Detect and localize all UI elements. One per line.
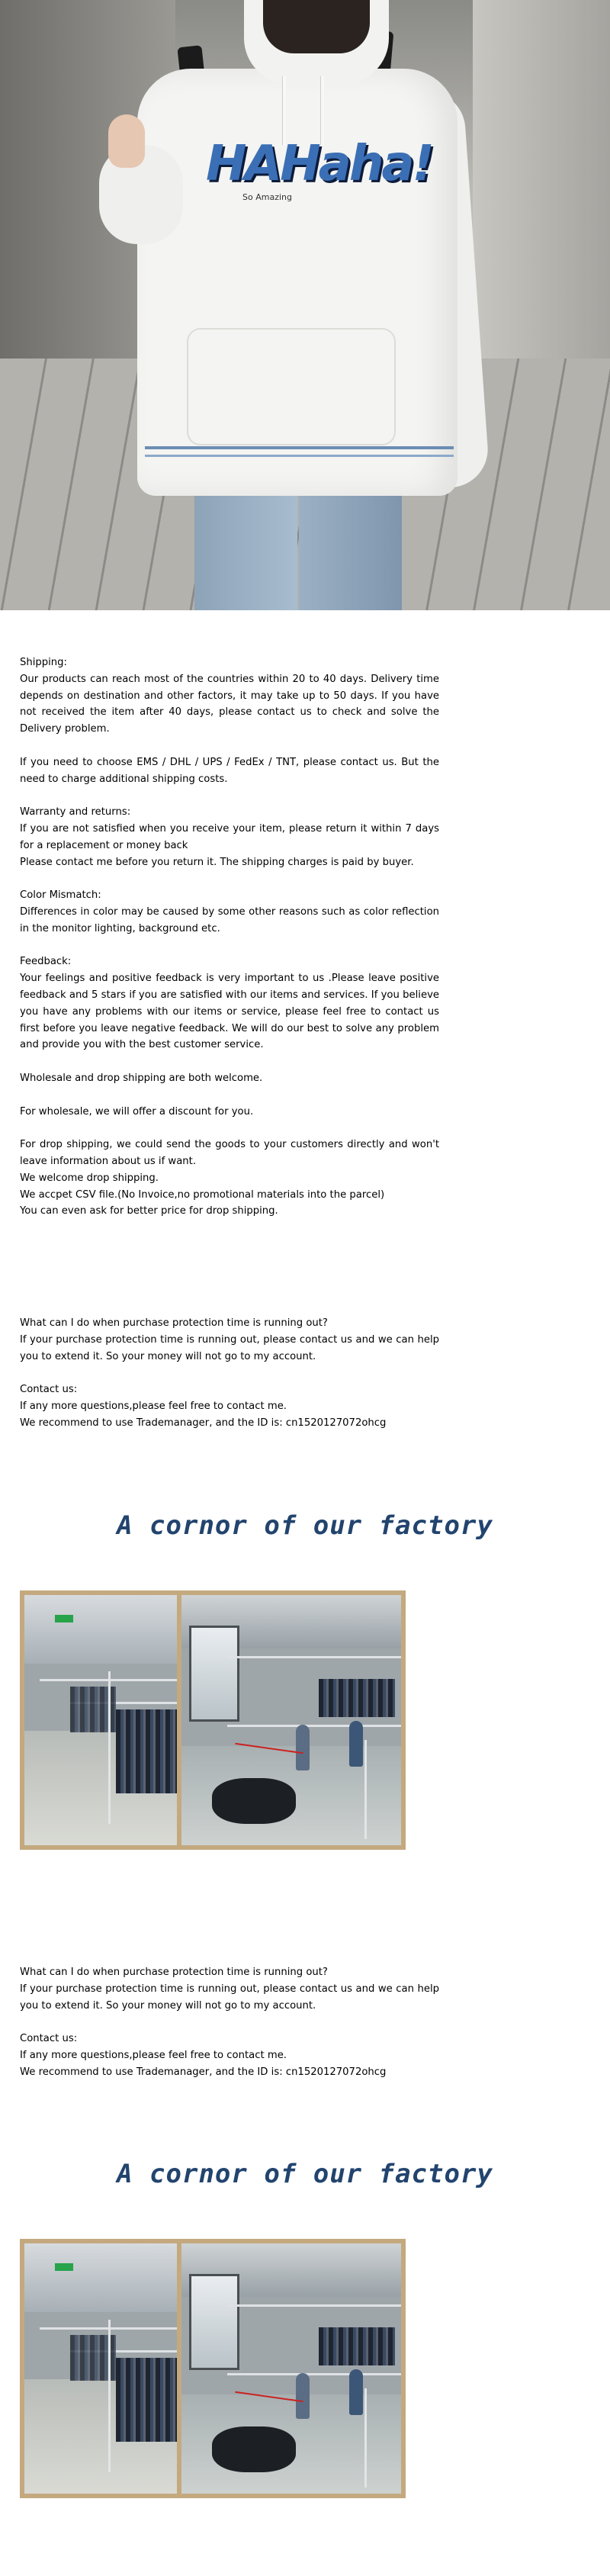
concrete-wall-right xyxy=(473,0,610,359)
peace-sign-hand xyxy=(108,114,145,168)
wholesale-discount-text: For wholesale, we will offer a discount for you. xyxy=(20,1105,254,1118)
shipping-text: Our products can reach most of the countries within 20 to 40 days. Delivery time depends on destination and other factors, it may take up to 50 days. If you have not received the item after 40 days, please contact us to check and solve the Delivery problem. xyxy=(20,673,439,735)
feedback-text: Your feelings and positive feedback is very important to us .Please leave positive feedback and 5 stars if you are satisfied with our items and services. If you believe you have any problems with our items or service, please feel free to contact us first before you leave negative feedback. We will do our best to solve any problem and provide you with the best customer service. xyxy=(20,973,439,1051)
return-contact-text: Please contact me before you return it. The shipping charges is paid by buyer. xyxy=(20,856,414,868)
hoodie-print-subtext: So Amazing xyxy=(242,192,292,202)
store-policy-text xyxy=(20,654,439,1220)
factory-photo-workshop-repeat xyxy=(177,2239,406,2498)
trademanager-id-line: We recommend to use Trademanager, and the ID is: cn1520127072ohcg xyxy=(20,1417,387,1429)
factory-photo-workshop xyxy=(177,1590,406,1850)
product-photo xyxy=(0,0,610,610)
contact-heading: Contact us: xyxy=(20,1384,78,1396)
feedback-heading: Feedback: xyxy=(20,956,72,968)
protection-block-repeat xyxy=(20,1964,439,2081)
hoodie-print-text: HAHaha! xyxy=(206,136,432,192)
drop-shipping-price-text: You can even ask for better price for drop shipping. xyxy=(20,1205,278,1217)
contact-heading: Contact us: xyxy=(20,2033,78,2045)
jeans-right-leg xyxy=(299,488,402,610)
hem-stripe-secondary xyxy=(145,455,454,457)
protection-question: What can I do when purchase protection time is running out? xyxy=(20,1967,328,1978)
kangaroo-pocket xyxy=(187,328,396,445)
warranty-text: If you are not satisfied when you receive your item, please return it within 7 days for a replacement or money back xyxy=(20,822,439,851)
wholesale-text: Wholesale and drop shipping are both welcome. xyxy=(20,1072,263,1084)
factory-section-title: A cornor of our factory xyxy=(117,1510,493,1541)
color-mismatch-heading: Color Mismatch: xyxy=(20,889,101,902)
protection-block xyxy=(20,1315,439,1432)
contact-line: If any more questions,please feel free to contact me. xyxy=(20,2049,287,2061)
contact-line: If any more questions,please feel free to contact me. xyxy=(20,1400,287,1412)
drop-shipping-text: For drop shipping, we could send the goods to your customers directly and won't leave information about us if want. xyxy=(20,1139,439,1167)
protection-question: What can I do when purchase protection time is running out? xyxy=(20,1317,328,1329)
model-hair xyxy=(263,0,370,53)
factory-section-title-repeat: A cornor of our factory xyxy=(117,2159,493,2189)
color-mismatch-text: Differences in color may be caused by some other reasons such as color reflection in the monitor lighting, background etc. xyxy=(20,905,439,934)
shipping-heading: Shipping: xyxy=(20,657,67,668)
trademanager-id-line: We recommend to use Trademanager, and the ID is: cn1520127072ohcg xyxy=(20,2066,387,2078)
csv-file-text: We accpet CSV file.(No Invoice,no promotional materials into the parcel) xyxy=(20,1188,385,1201)
express-shipping-text: If you need to choose EMS / DHL / UPS / FedEx / TNT, please contact us. But the need to charge additional shipping costs. xyxy=(20,756,439,785)
jeans-left-leg xyxy=(194,488,297,610)
hem-stripe xyxy=(145,446,454,449)
drop-shipping-welcome: We welcome drop shipping. xyxy=(20,1172,159,1184)
protection-answer: If your purchase protection time is running out, please contact us and we can help you to extend it. So your money will not go to my account. xyxy=(20,1333,439,1362)
protection-answer: If your purchase protection time is running out, please contact us and we can help you to extend it. So your money will not go to my account. xyxy=(20,1983,439,2012)
warranty-heading: Warranty and returns: xyxy=(20,806,131,818)
